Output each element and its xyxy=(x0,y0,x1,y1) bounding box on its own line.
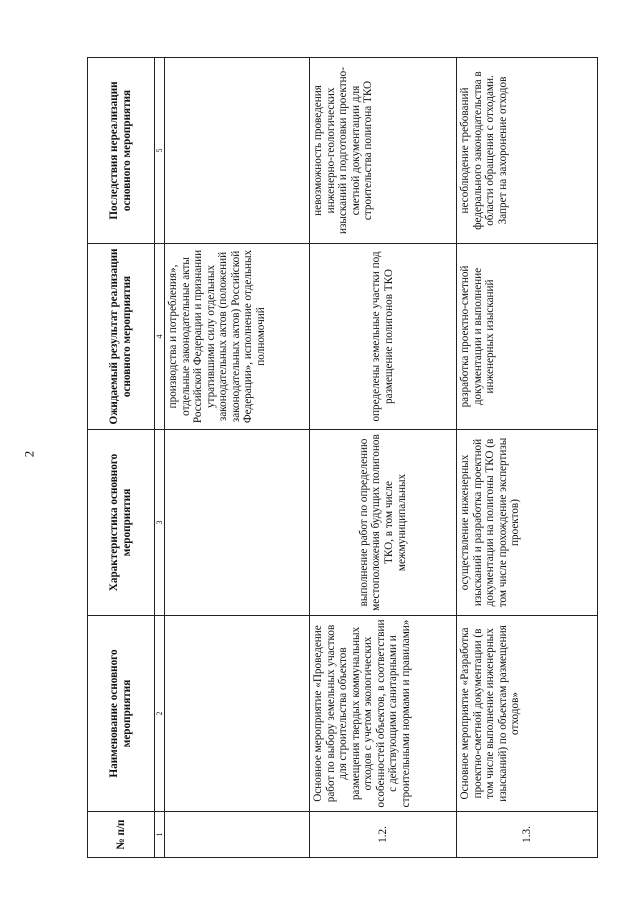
column-numbers-row xyxy=(155,58,165,858)
column-number: 4 xyxy=(155,244,165,430)
table-row xyxy=(457,58,598,858)
rotated-table-container xyxy=(87,58,607,858)
row-characteristic: выполнение работ по определению местоположения будущих полигонов ТКО, в том числе межмуниципальных xyxy=(310,430,457,616)
row-num: 1.2. xyxy=(310,812,457,858)
row-consequences xyxy=(165,58,310,244)
header-consequences: Последствия нереализации основного мероприятия xyxy=(88,58,155,244)
row-result: производства и потребления», отдельные законодательные акты Российской Федерации и признании утратившими силу отдельных законодательных актов (положений законодательных актов) Российской Федерации», исполнение отдельных полномочий xyxy=(165,244,310,430)
column-number: 1 xyxy=(155,812,165,858)
row-result: определены земельные участки под размещение полигонов ТКО xyxy=(310,244,457,430)
column-number: 5 xyxy=(155,58,165,244)
row-name: Основное мероприятие «Проведение работ по выбору земельных участков для строительства объектов размещения твердых коммунальных отходов с учетом экологических особенностей объектов, в соответствии с действующими санитарными и строительными нормами и правилами» xyxy=(310,616,457,812)
row-characteristic xyxy=(165,430,310,616)
header-num: № п/п xyxy=(88,812,155,858)
row-num xyxy=(165,812,310,858)
activities-table xyxy=(87,57,598,858)
column-number: 3 xyxy=(155,430,165,616)
row-result: разработка проектно-сметной документации и выполнение инженерных изысканий xyxy=(457,244,598,430)
column-number: 2 xyxy=(155,616,165,812)
table-row xyxy=(310,58,457,858)
header-name: Наименование основного мероприятия xyxy=(88,616,155,812)
table-row xyxy=(165,58,310,858)
page-number: 2 xyxy=(21,450,37,458)
row-name xyxy=(165,616,310,812)
row-num: 1.3. xyxy=(457,812,598,858)
header-characteristic: Характеристика основного мероприятия xyxy=(88,430,155,616)
row-name: Основное мероприятие «Разработка проектно-сметной документации (в том числе выполнение инженерных изысканий) по объектам размещения отходов» xyxy=(457,616,598,812)
row-consequences: невозможность проведения инженерно-геологических изысканий и подготовки проектно- сметной документации для строительства полигона ТКО xyxy=(310,58,457,244)
row-characteristic: осуществление инженерных изысканий и разработка проектной документации на полигоны ТКО (в том числе прохождение экспертизы проектов) xyxy=(457,430,598,616)
header-result: Ожидаемый результат реализации основного мероприятия xyxy=(88,244,155,430)
row-consequences: несоблюдение требований федерального законодательства в области обращения с отходами. Запрет на захоронение отходов xyxy=(457,58,598,244)
header-row xyxy=(88,58,155,858)
